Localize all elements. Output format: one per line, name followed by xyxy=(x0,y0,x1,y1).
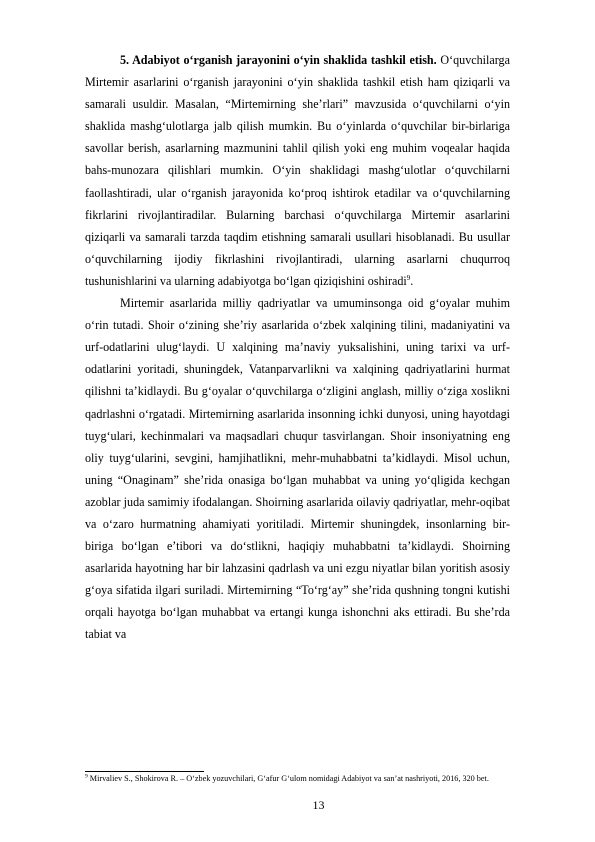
footnote xyxy=(85,773,510,784)
paragraph-1 xyxy=(85,49,510,292)
paragraph-1-body: O‘quvchilarga Mirtemir asarlarini o‘rganish jarayonini o‘yin shaklida tashkil etish ham qiziqarli va samarali usuldir. Masalan, “Mirtemirning she’rlari” mavzusida o‘quvchilarni o‘yin shaklida mashg‘ulotlarga jalb qilish mumkin. Bu o‘yinlarda o‘quvchilar bir-birlariga savollar berish, asarlarning mazmunini tahlil qilish yoki eng muhim voqealar haqida bahs-munozara qilishlari mumkin. O‘yin shaklidagi mashg‘ulotlar o‘quvchilarni faollashtiradi, ular o‘rganish jarayonida ko‘proq ishtirok etadilar va o‘quvchilarning fikrlarini rivojlantiradilar. Bularning barchasi o‘quvchilarga Mirtemir asarlarini qiziqarli va samarali tarzda taqdim etishning samarali usullari hisoblanadi. Bu usullar o‘quvchilarning ijodiy fikrlashini rivojlantiradi, ularning asarlarni chuqurroq tushunishlarini va ularning adabiyotga bo‘lgan qiziqishini oshiradi xyxy=(85,53,510,288)
page-number: 13 xyxy=(312,798,325,812)
footnote-number: 9 xyxy=(85,773,88,780)
section-heading: 5. Adabiyot o‘rganish jarayonini o‘yin shaklida tashkil etish. xyxy=(120,53,437,67)
footnote-reference[interactable]: 9 xyxy=(406,273,411,282)
footnote-separator xyxy=(85,771,204,772)
paragraph-1-end: . xyxy=(410,273,414,288)
main-text xyxy=(85,49,510,646)
paragraph-2: Mirtemir asarlarida milliy qadriyatlar va umuminsonga oid g‘oyalar muhim o‘rin tutadi. Shoir o‘zining she’riy asarlarida o‘zbek xalqining tilini, madaniyatini va urf-odatlarini ulug‘laydi. U xalqining ma’naviy yuksalishini, uning tarixi va urf-odatlarini yoritadi, shuningdek, Vatanparvarlikni va xalqining qadriyatlarini hurmat qilishni ta’kidlaydi. Bu g‘oyalar o‘quvchilarga o‘zligini anglash, milliy o‘ziga xoslikni qadrlashni o‘rgatadi. Mirtemirning asarlarida insonning ichki dunyosi, uning hayotdagi tuyg‘ulari, kechinmalari va maqsadlari chuqur tasvirlangan. Shoir insoniyatning eng oliy tuyg‘ularini, sevgini, hamjihatlikni, mehr-muhabbatni ta’kidlaydi. Misol uchun, uning “Onaginam” she’rida onasiga bo‘lgan muhabbat va uning yo‘qligida kechgan azoblar juda samimiy ifodalangan. Shoirning asarlarida oilaviy qadriyatlar, mehr-oqibat va o‘zaro hurmatning ahamiyati yoritiladi. Mirtemir shuningdek, insonlarning bir-biriga bo‘lgan e’tibori va do‘stlikni, haqiqiy muhabbatni ta’kidlaydi. Shoirning asarlarida hayotning har bir lahzasini qadrlash va uni ezgu niyatlar bilan yoritish asosiy g‘oya sifatida ilgari suriladi. Mirtemirning “To‘rg‘ay” she’rida qushning tongni kutishi orqali hayotga bo‘lgan muhabbat va ertangi kunga ishonchni aks ettiradi. Bu she’rda tabiat va xyxy=(85,296,510,642)
footnote-text: Mirvaliev S., Shokirova R. – O‘zbek yozuvchilari, G‘afur G‘ulom nomidagi Adabiyot va san’at nashriyoti, 2016, 320 bet. xyxy=(87,774,489,783)
